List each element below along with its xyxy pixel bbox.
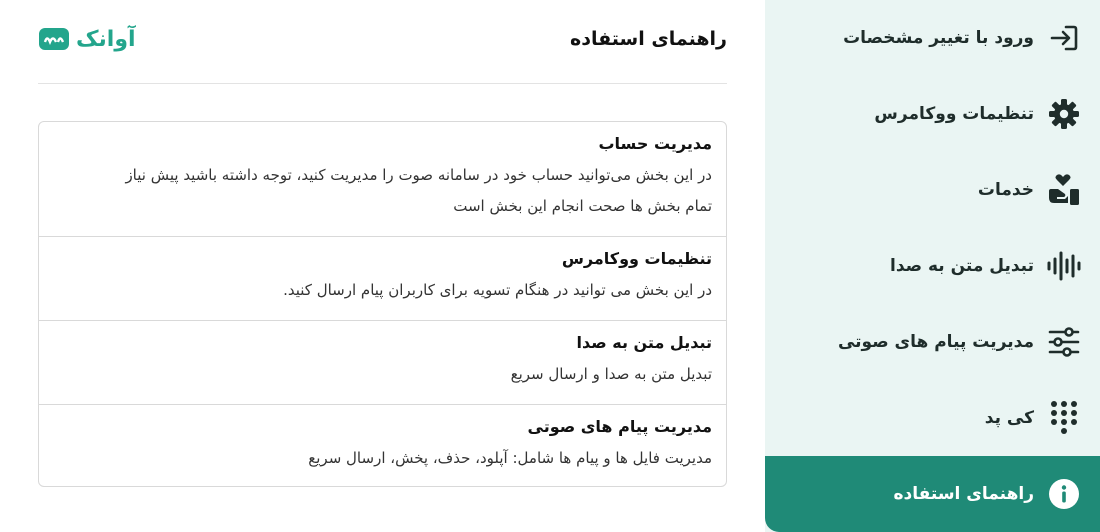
section-line: تمام بخش ها صحت انجام این بخش است: [453, 197, 712, 215]
sidebar-item-label: خدمات: [977, 180, 1034, 200]
section-text: [53, 359, 712, 390]
soundwave-icon: [1046, 248, 1082, 284]
guide-section: [39, 333, 726, 390]
logo-mark-icon: [38, 26, 70, 52]
sidebar-item-label: راهنمای استفاده: [893, 484, 1034, 504]
section-title: مدیریت حساب: [598, 134, 712, 153]
page-title: راهنمای استفاده: [569, 28, 727, 50]
divider: [39, 236, 726, 237]
keypad-icon: [1046, 400, 1082, 436]
section-text: [53, 275, 712, 306]
sliders-icon: [1046, 324, 1082, 360]
sidebar-item-login-edit[interactable]: [765, 0, 1100, 76]
gear-icon: [1046, 96, 1082, 132]
sidebar-item-woocommerce[interactable]: [765, 76, 1100, 152]
section-line: تبدیل متن به صدا و ارسال سریع: [510, 365, 712, 383]
logo-text: آوانک: [76, 26, 136, 52]
sidebar: [765, 0, 1100, 532]
page-header: [38, 0, 727, 84]
sidebar-item-services[interactable]: [765, 152, 1100, 228]
divider: [39, 404, 726, 405]
guide-section: [39, 134, 726, 222]
section-line: در این بخش می‌توانید حساب خود در سامانه صوت را مدیریت کنید، توجه داشته باشید پیش نیاز: [125, 166, 712, 184]
hand-heart-icon: [1046, 172, 1082, 208]
sidebar-item-label: مدیریت پیام های صوتی: [837, 332, 1034, 352]
info-icon: [1046, 476, 1082, 512]
sidebar-item-help[interactable]: [765, 456, 1100, 532]
guide-section: [39, 417, 726, 474]
login-icon: [1046, 20, 1082, 56]
sidebar-item-text-to-speech[interactable]: [765, 228, 1100, 304]
sidebar-item-label: کی پد: [984, 408, 1034, 428]
sidebar-item-keypad[interactable]: [765, 380, 1100, 456]
section-title: تبدیل متن به صدا: [576, 333, 712, 352]
section-line: مدیریت فایل ها و پیام ها شامل: آپلود، حذف، پخش، ارسال سریع: [308, 449, 712, 467]
section-text: [53, 443, 712, 474]
sidebar-item-label: تبدیل متن به صدا: [890, 256, 1034, 276]
sidebar-item-label: تنظیمات ووکامرس: [874, 104, 1034, 124]
guide-section: [39, 249, 726, 306]
section-title: تنظیمات ووکامرس: [561, 249, 712, 268]
sidebar-item-voice-messages[interactable]: [765, 304, 1100, 380]
sidebar-item-label: ورود با تغییر مشخصات: [843, 28, 1034, 48]
section-title: مدیریت پیام های صوتی: [527, 417, 712, 436]
guide-card: [38, 121, 727, 487]
divider: [39, 320, 726, 321]
section-line: در این بخش می توانید در هنگام تسویه برای کاربران پیام ارسال کنید.: [283, 281, 712, 299]
logo[interactable]: [38, 22, 136, 56]
section-text: [53, 160, 712, 222]
